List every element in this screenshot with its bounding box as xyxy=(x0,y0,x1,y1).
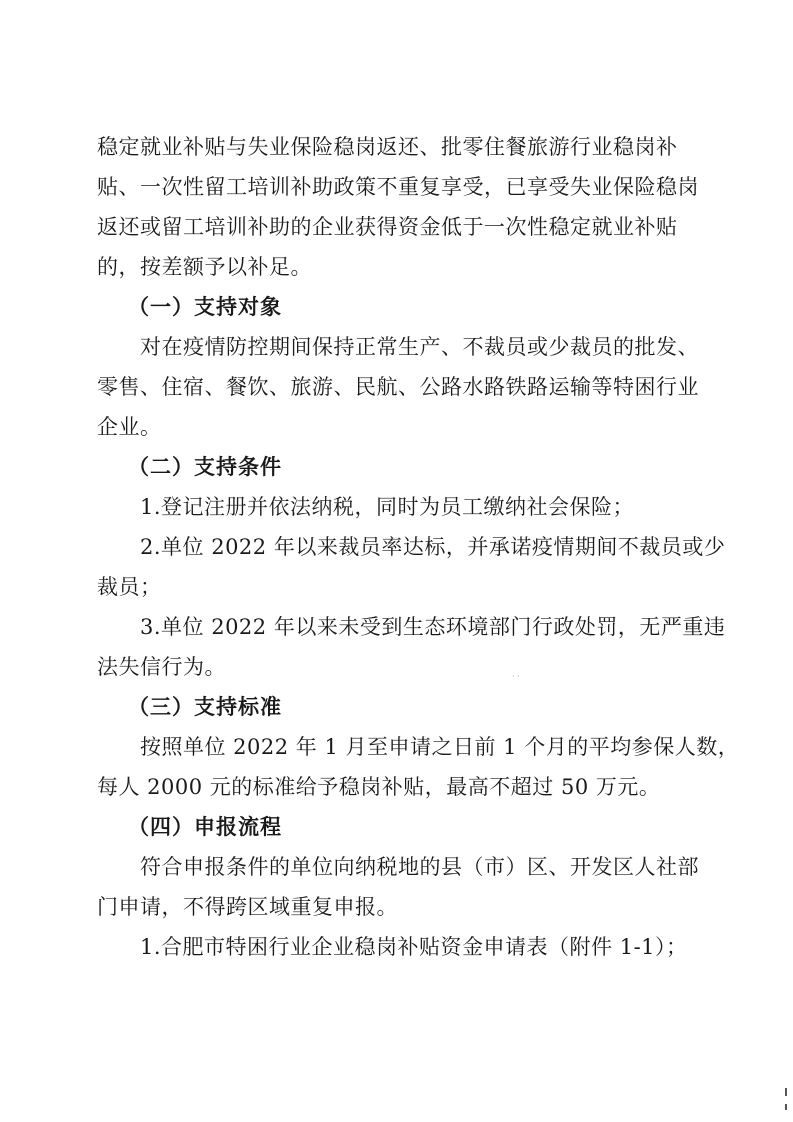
text-line: 符合申报条件的单位向纳税地的县（市）区、开发区人社部 xyxy=(140,855,699,879)
section-heading: （四）申报流程 xyxy=(128,814,282,839)
text-line: 3.单位 2022 年以来未受到生态环境部门行政处罚，无严重违 xyxy=(140,615,726,639)
scan-artifact xyxy=(785,1088,787,1096)
scan-artifact xyxy=(785,1104,787,1110)
section-heading: （一）支持对象 xyxy=(128,294,282,319)
text-line: 门申请，不得跨区域重复申报。 xyxy=(97,895,398,919)
text-line: 2.单位 2022 年以来裁员率达标，并承诺疫情期间不裁员或少 xyxy=(140,535,726,559)
section-heading: （二）支持条件 xyxy=(128,454,282,479)
text-line: 1.合肥市特困行业企业稳岗补贴资金申请表（附件 1-1）； xyxy=(140,935,688,959)
text-line: 对在疫情防控期间保持正常生产、不裁员或少裁员的批发、 xyxy=(140,335,699,359)
text-line: 贴、一次性留工培训补助政策不重复享受，已享受失业保险稳岗 xyxy=(97,175,699,199)
text-line: 法失信行为。 xyxy=(97,655,226,679)
scan-speck: · · xyxy=(512,672,520,681)
section-heading: （三）支持标准 xyxy=(128,694,282,719)
text-line: 的，按差额予以补足。 xyxy=(97,255,312,279)
text-line: 1.登记注册并依法纳税，同时为员工缴纳社会保险； xyxy=(140,495,635,519)
text-line: 企业。 xyxy=(97,415,162,439)
text-line: 裁员； xyxy=(97,575,162,599)
text-line: 按照单位 2022 年 1 月至申请之日前 1 个月的平均参保人数， xyxy=(140,735,740,759)
text-line: 稳定就业补贴与失业保险稳岗返还、批零住餐旅游行业稳岗补 xyxy=(97,135,678,159)
text-line: 每人 2000 元的标准给予稳岗补贴，最高不超过 50 万元。 xyxy=(97,775,661,799)
text-line: 零售、住宿、餐饮、旅游、民航、公路水路铁路运输等特困行业 xyxy=(97,375,699,399)
text-line: 返还或留工培训补助的企业获得资金低于一次性稳定就业补贴 xyxy=(97,215,678,239)
